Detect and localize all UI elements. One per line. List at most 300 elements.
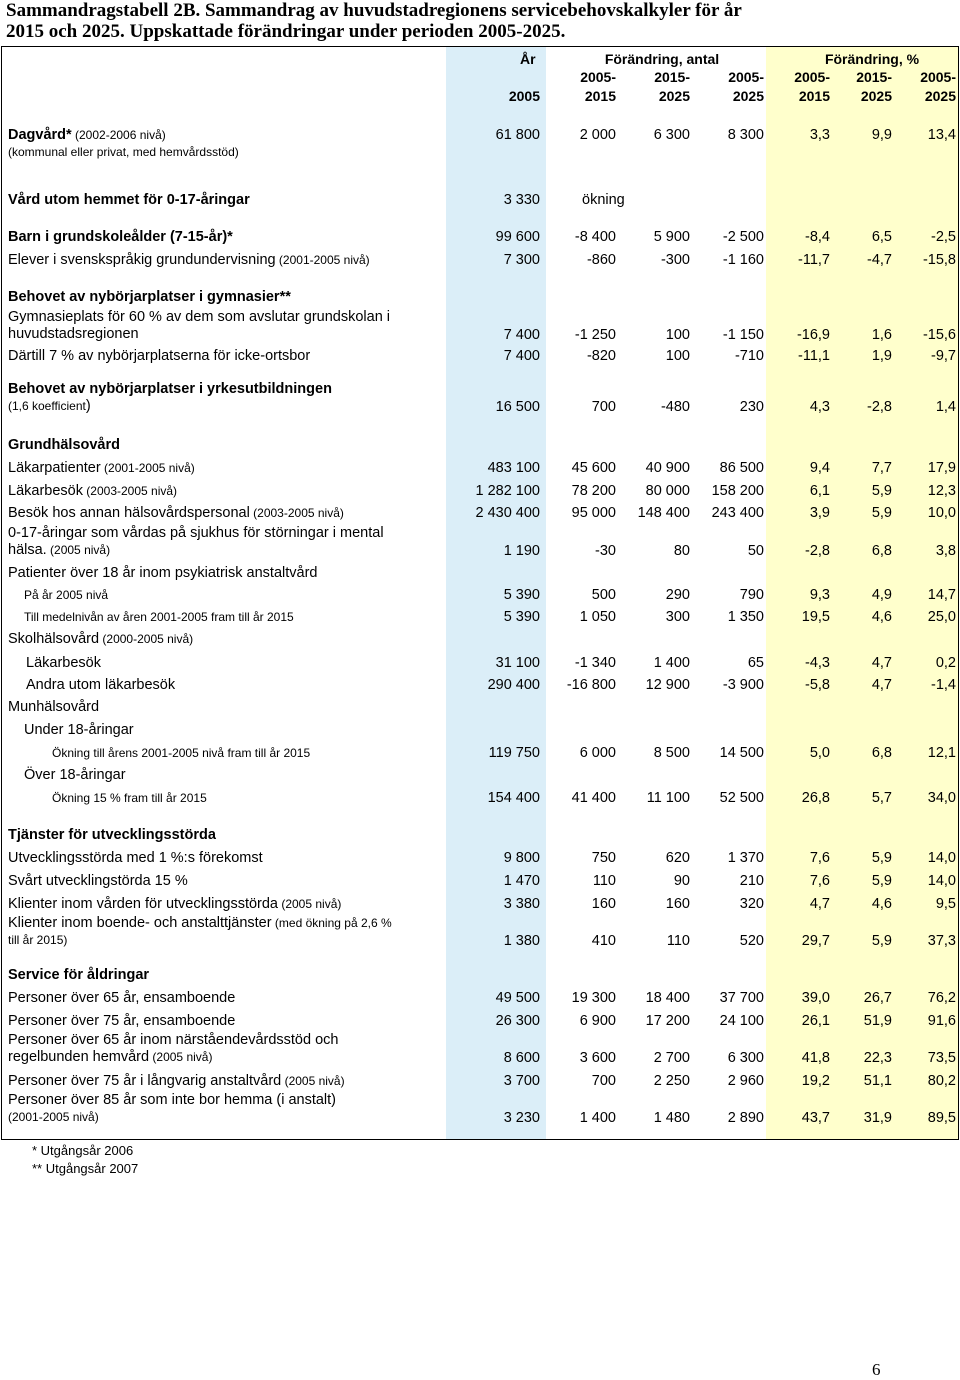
cell-col-0: 290 400 [487,677,540,693]
label-segment: (2000-2005 nivå) [99,632,194,646]
cell-col-2: 148 400 [637,505,690,521]
cell-col-2: 100 [665,327,690,343]
cell-col-6: 37,3 [927,933,956,949]
row-label-line-1 [8,565,317,582]
label-segment: Under 18-åringar [24,722,134,738]
label-segment: Svårt utvecklingstörda 15 % [8,873,188,889]
cell-col-4: 26,8 [801,790,830,806]
cell-col-3: 37 700 [719,990,764,1006]
cell-col-2: 2 250 [653,1073,690,1089]
label-segment: 0-17-åringar som vårdas på sjukhus för störningar i mental [8,525,384,541]
cell-col-1: 110 [592,873,616,889]
cell-col-2: 1 480 [653,1110,690,1126]
row-label-line-1 [8,460,195,477]
cell-col-2: 2 700 [653,1050,690,1066]
cell-col-6: 89,5 [927,1110,956,1126]
cell-col-2: 160 [665,896,690,912]
period-header-5-bottom: 2025 [924,88,956,104]
cell-col-1: 160 [591,896,616,912]
cell-col-6: 3,8 [935,543,956,559]
row-label [8,437,120,454]
cell-col-4: 7,6 [809,850,830,866]
label-segment: Vård utom hemmet för 0-17-åringar [8,192,250,208]
cell-col-3: 86 500 [719,460,764,476]
label-segment: Barn i grundskoleålder (7-15-år)* [8,229,233,245]
label-segment: (2003-2005 nivå) [249,506,344,520]
row-label [8,699,99,716]
label-segment: Personer över 65 år inom närståendevårdsstöd och [8,1032,339,1048]
label-segment: (2001-2005 nivå) [8,1110,99,1124]
header-change-count: Förändring, antal [604,51,720,67]
label-segment: Klienter inom boende- och anstalttjänster [8,915,272,931]
row-label-line-1 [8,309,390,326]
cell-col-6: 80,2 [927,1073,956,1089]
row-label [8,289,291,306]
document-title [6,0,946,42]
label-segment: (2003-2005 nivå) [82,484,178,498]
row-label [8,827,216,844]
row-label [8,309,390,343]
row-label [8,252,370,269]
cell-col-5: 1,6 [871,327,892,343]
row-label-line-1 [8,699,99,716]
cell-col-6: 14,7 [927,587,956,603]
cell-col-1: 3 600 [579,1050,616,1066]
cell-col-5: 5,9 [871,873,892,889]
period-header-1-bottom: 2025 [658,88,690,104]
cell-col-5: -2,8 [867,399,892,415]
cell-col-6: -9,7 [931,348,956,364]
cell-col-6: 73,5 [927,1050,956,1066]
cell-col-1: 500 [591,587,616,603]
label-segment: regelbunden hemvård [8,1049,150,1065]
row-label [8,850,263,867]
row-label [8,348,310,365]
row-label-line-1 [24,587,108,604]
summary-table [1,46,959,1140]
cell-col-2: -480 [660,399,690,415]
row-label-line-2 [8,542,384,559]
cell-col-1: -820 [586,348,616,364]
cell-col-4: 4,3 [809,399,830,415]
cell-col-0: 3 330 [503,192,540,208]
cell-col-2: 620 [665,850,690,866]
cell-col-0: 483 100 [487,460,540,476]
cell-col-0: 31 100 [495,655,540,671]
row-label-line-1 [8,229,233,246]
row-label-line-1 [8,1013,235,1030]
cell-col-5: 5,9 [871,933,892,949]
cell-col-4: 29,7 [801,933,830,949]
cell-col-2: 18 400 [645,990,690,1006]
cell-col-0: 7 300 [503,252,540,268]
row-label [8,381,332,415]
cell-col-2: 12 900 [645,677,690,693]
cell-col-3: -1 160 [722,252,764,268]
cell-col-5: 51,1 [863,1073,892,1089]
row-label-line-1 [26,655,101,672]
cell-col-6: 10,0 [927,505,956,521]
footnote-2: ** Utgångsår 2007 [32,1161,139,1176]
row-label-line-1 [8,1032,338,1049]
cell-col-3: 158 200 [711,483,764,499]
title-line-1: Sammandragstabell 2B. Sammandrag av huvudstadregionens servicebehovskalkyler för år [6,0,742,21]
cell-col-5: 5,7 [871,790,892,806]
cell-col-5: 4,6 [871,896,892,912]
cell-col-4: 6,1 [809,483,830,499]
cell-col-1: 700 [591,399,616,415]
cell-col-2: 290 [665,587,690,603]
cell-col-5: 6,8 [871,543,892,559]
row-label-line-1 [24,609,294,626]
row-label-line-1 [8,127,239,144]
row-label-line-1 [52,745,310,762]
cell-col-4: -8,4 [805,229,830,245]
cell-col-1: -30 [595,543,616,559]
label-segment: (2005 nivå) [149,1050,213,1064]
row-label-line-1 [8,483,177,500]
label-segment: Andra utom läkarbesök [26,677,176,693]
cell-col-4: 39,0 [801,990,830,1006]
row-label-line-1 [8,505,344,522]
cell-col-0: 8 600 [503,1050,540,1066]
cell-col-0: 2 430 400 [475,505,540,521]
cell-col-0: 1 282 100 [475,483,540,499]
row-label-line-2 [8,398,332,415]
cell-col-2: 1 400 [653,655,690,671]
row-label [24,587,108,604]
cell-col-3: 230 [739,399,764,415]
cell-col-4: -2,8 [805,543,830,559]
label-segment: Ökning 15 % fram till år 2015 [52,791,207,805]
header-base-year: 2005 [508,88,540,104]
cell-col-6: 17,9 [927,460,956,476]
cell-col-5: 9,9 [871,127,892,143]
cell-col-0: 5 390 [503,609,540,625]
cell-col-5: 4,6 [871,609,892,625]
cell-col-3: 520 [739,933,764,949]
cell-col-4: -11,1 [798,348,830,364]
label-segment: Klienter inom vården för utvecklingsstörda [8,896,278,912]
period-header-3-top: 2005- [794,69,830,85]
cell-col-3: 50 [747,543,764,559]
cell-col-6: 12,3 [927,483,956,499]
cell-col-5: 4,9 [871,587,892,603]
label-segment: Läkarbesök [26,655,101,671]
label-segment: (kommunal eller privat, med hemvårdsstöd) [8,145,239,159]
cell-col-3: 24 100 [719,1013,764,1029]
period-header-5-top: 2005- [920,69,956,85]
cell-col-1: -1 250 [574,327,616,343]
cell-col-2: -300 [660,252,690,268]
cell-col-2: 110 [666,933,690,949]
row-label [8,915,392,949]
cell-col-4: -11,7 [798,252,830,268]
cell-col-1: 1 400 [579,1110,616,1126]
cell-col-6: 14,0 [927,850,956,866]
cell-col-6: -1,4 [931,677,956,693]
cell-col-1: 2 000 [579,127,616,143]
cell-col-0: 119 750 [488,745,540,761]
label-segment: Behovet av nybörjarplatser i yrkesutbildningen [8,381,332,397]
label-segment: Elever i svenskspråkig grundundervisning [8,252,276,268]
row-label [8,525,384,559]
cell-col-4: 43,7 [801,1110,830,1126]
row-label [8,1073,345,1090]
cell-col-1: -8 400 [574,229,616,245]
label-segment: Därtill 7 % av nybörjarplatserna för icke-ortsbor [8,348,311,364]
label-segment: ) [85,398,91,414]
row-label-line-1 [8,381,332,398]
cell-col-3: 6 300 [727,1050,764,1066]
cell-col-5: 1,9 [871,348,892,364]
row-label [8,229,233,246]
row-label [8,483,177,500]
cell-col-4: 5,0 [809,745,830,761]
cell-col-6: 1,4 [935,399,956,415]
cell-col-2: 80 000 [645,483,690,499]
row-label-line-2 [8,932,392,949]
cell-col-1: -860 [586,252,616,268]
cell-col-2: 6 300 [653,127,690,143]
row-label-line-1 [24,722,134,739]
label-segment: (med ökning på 2,6 % [271,916,392,930]
cell-col-0: 61 800 [495,127,540,143]
cell-col-0: 7 400 [503,327,540,343]
cell-col-5: 26,7 [863,990,892,1006]
row-label [24,767,126,784]
cell-col-0: 3 700 [503,1073,540,1089]
cell-col-4: 26,1 [801,1013,830,1029]
cell-col-3: -3 900 [722,677,764,693]
row-label [8,1013,235,1030]
cell-col-1: 410 [591,933,616,949]
label-segment: Tjänster för utvecklingsstörda [8,827,216,843]
cell-col-0: 16 500 [495,399,540,415]
row-label [8,1092,336,1126]
cell-col-5: -4,7 [867,252,892,268]
cell-col-3: 243 400 [711,505,764,521]
cell-col-3: 65 [747,655,764,671]
cell-col-4: 7,6 [809,873,830,889]
cell-col-0: 9 800 [503,850,540,866]
row-label-line-2 [8,144,239,161]
period-header-3-bottom: 2015 [798,88,830,104]
cell-col-5: 22,3 [863,1050,892,1066]
cell-col-5: 6,5 [871,229,892,245]
row-label [26,655,101,672]
cell-col-2: 300 [665,609,690,625]
label-segment: Personer över 65 år, ensamboende [8,990,236,1006]
cell-col-2: 8 500 [653,745,690,761]
label-segment: På år 2005 nivå [24,588,109,602]
row-label [24,722,134,739]
cell-col-2: 40 900 [645,460,690,476]
row-label [52,745,310,762]
cell-col-6: 12,1 [927,745,956,761]
label-segment: huvudstadsregionen [8,326,139,342]
row-label-line-1 [8,896,341,913]
label-segment: (2005 nivå) [278,897,342,911]
cell-col-0: 49 500 [495,990,540,1006]
cell-col-4: -5,8 [805,677,830,693]
label-segment: Personer över 75 år i långvarig anstaltvård [8,1073,282,1089]
cell-col-6: -2,5 [931,229,956,245]
cell-col-1: 45 600 [571,460,616,476]
row-label [8,873,188,890]
label-segment: Personer över 85 år som inte bor hemma (i anstalt) [8,1092,336,1108]
row-label [8,1032,338,1066]
cell-col-0: 99 600 [495,229,540,245]
row-label [24,609,294,626]
cell-col-2: 5 900 [653,229,690,245]
label-segment: (2002-2006 nivå) [71,128,166,142]
label-segment: Munhälsovård [8,699,100,715]
row-label-line-1 [26,677,175,694]
cell-col-1: 700 [591,1073,616,1089]
cell-col-3: 210 [739,873,764,889]
cell-col-3: 2 890 [727,1110,764,1126]
row-label-line-1 [8,873,188,890]
period-header-0-bottom: 2015 [584,88,616,104]
cell-col-1: 78 200 [571,483,616,499]
row-label [8,127,239,161]
cell-col-4: 9,4 [809,460,830,476]
row-label-line-1 [8,437,120,454]
row-label-line-1 [8,990,235,1007]
cell-col-3: 1 350 [727,609,764,625]
cell-col-6: 34,0 [927,790,956,806]
label-segment: hälsa. [8,542,47,558]
row-label-line-1 [8,192,250,209]
cell-col-5: 5,9 [871,850,892,866]
row-label-line-1 [8,252,370,269]
row-label [8,505,344,522]
label-segment: (2001-2005 nivå) [100,461,195,475]
header-ar: År [520,51,536,67]
cell-col-1: 6 900 [579,1013,616,1029]
cell-col-1: -1 340 [574,655,616,671]
cell-col-1: 95 000 [571,505,616,521]
cell-col-2: 80 [673,543,690,559]
label-segment: Behovet av nybörjarplatser i gymnasier** [8,289,291,305]
row-label-line-1 [8,631,193,648]
cell-col-3: 14 500 [719,745,764,761]
footnote-1: * Utgångsår 2006 [32,1143,134,1158]
cell-col-2: 11 100 [646,790,690,806]
cell-col-6: 13,4 [927,127,956,143]
cell-col-4: 3,9 [809,505,830,521]
cell-col-3: 320 [739,896,764,912]
cell-col-3: 790 [739,587,764,603]
cell-col-1: 6 000 [579,745,616,761]
row-label [8,990,235,1007]
cell-col-5: 4,7 [871,677,892,693]
label-segment: Utvecklingsstörda med 1 %:s förekomst [8,850,263,866]
cell-col-6: 76,2 [927,990,956,1006]
cell-col-2: 17 200 [645,1013,690,1029]
label-segment: (2001-2005 nivå) [275,253,370,267]
page-number: 6 [872,1360,881,1379]
label-segment: Personer över 75 år, ensamboende [8,1013,236,1029]
cell-col-1: 1 050 [579,609,616,625]
cell-col-5: 5,9 [871,483,892,499]
label-segment: Dagvård* [8,127,72,143]
row-label-line-2 [8,326,390,343]
cell-col-4: 41,8 [801,1050,830,1066]
cell-col-4: 4,7 [809,896,830,912]
cell-col-0: 3 380 [503,896,540,912]
label-segment: Över 18-åringar [24,767,126,783]
label-segment: (2005 nivå) [281,1074,345,1088]
label-segment: (2005 nivå) [46,543,111,557]
row-label [8,460,195,477]
label-segment: Gymnasieplats för 60 % av dem som avslutar grundskolan i [8,309,391,325]
cell-col-5: 5,9 [871,505,892,521]
cell-col-0: 26 300 [495,1013,540,1029]
cell-col-5: 51,9 [863,1013,892,1029]
cell-col-6: 91,6 [927,1013,956,1029]
cell-col-3: 52 500 [719,790,764,806]
period-header-4-bottom: 2025 [860,88,892,104]
label-segment: Ökning till årens 2001-2005 nivå fram till år 2015 [52,746,311,760]
label-segment: Läkarbesök [8,483,83,499]
row-label [8,631,193,648]
cell-col-3: -1 150 [722,327,764,343]
row-label-line-2 [8,1109,336,1126]
cell-col-3: -2 500 [722,229,764,245]
cell-col-5: 6,8 [871,745,892,761]
cell-col-0: 154 400 [487,790,540,806]
cell-col-1: ökning [582,192,625,208]
cell-col-6: 14,0 [927,873,956,889]
cell-col-6: 25,0 [927,609,956,625]
label-segment: Besök hos annan hälsovårdspersonal [8,505,250,521]
cell-col-4: 3,3 [809,127,830,143]
cell-col-1: -16 800 [566,677,616,693]
row-label-line-1 [8,1092,336,1109]
cell-col-6: -15,8 [922,252,956,268]
period-header-1-top: 2015- [654,69,690,85]
period-header-2-top: 2005- [728,69,764,85]
cell-col-2: 90 [673,873,690,889]
cell-col-4: 9,3 [809,587,830,603]
cell-col-3: 1 370 [727,850,764,866]
label-segment: Grundhälsovård [8,437,120,453]
row-label-line-1 [8,850,263,867]
row-label-line-1 [8,827,216,844]
row-label-line-1 [8,915,392,932]
row-label [8,896,341,913]
cell-col-2: 100 [665,348,690,364]
cell-col-1: 19 300 [571,990,616,1006]
cell-col-3: 2 960 [727,1073,764,1089]
cell-col-4: -4,3 [805,655,830,671]
label-segment: (1,6 koefficient [8,399,86,413]
row-label-line-1 [8,289,291,306]
period-header-0-top: 2005- [580,69,616,85]
cell-col-6: 9,5 [935,896,956,912]
label-segment: till år 2015) [8,933,68,947]
cell-col-3: -710 [734,348,764,364]
label-segment: Service för åldringar [8,967,150,983]
row-label-line-1 [8,967,149,984]
cell-col-4: -16,9 [796,327,830,343]
cell-col-0: 1 380 [503,933,540,949]
row-label-line-2 [8,1049,338,1066]
row-label-line-1 [8,348,310,365]
row-label [26,677,175,694]
